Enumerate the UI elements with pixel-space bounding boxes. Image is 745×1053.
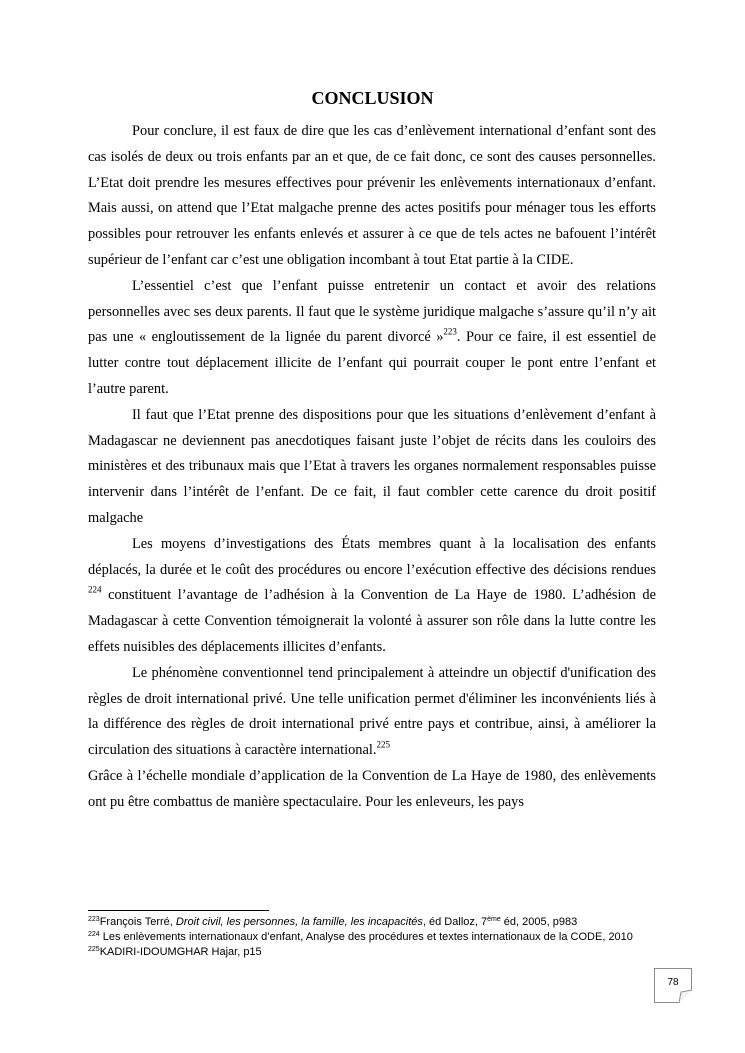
paragraph-3: Il faut que l’Etat prenne des dispositions pour que les situations d’enlèvement d’enfant à Madagascar ne deviennent pas anecdotiques faisant juste l’objet de récits dans les couloirs des ministères et des tribunaux mais que l’Etat à travers les organes normalement responsables puisse intervenir dans l’intérêt de l’enfant. De ce fait, il faut combler cette carence du droit positif malgache	[88, 406, 656, 526]
footnote-ref-223[interactable]: 223	[443, 327, 457, 338]
footnote-number: 224	[88, 930, 100, 938]
footnote-edition-suffix: ème	[487, 915, 501, 923]
footnote-number: 225	[88, 945, 100, 953]
paragraph-5	[88, 661, 656, 764]
paragraph-1: Pour conclure, il est faux de dire que les cas d’enlèvement international d’enfant sont des cas isolés de deux ou trois enfants par an et que, de ce fait donc, ce sont des causes personnelles. L’Etat doit prendre les mesures effectives pour prévenir les enlèvements internationaux d’enfant. Mais aussi, on attend que l’Etat malgache prenne des actes positifs pour ménager tous les efforts possibles pour retrouver les enfants enlevés et assurer à ce que de tels actes ne bafouent l’intérêt supérieur de l’enfant car c’est une obligation incombant à tout Etat partie à la CIDE.	[88, 123, 656, 268]
footnote-separator	[88, 910, 269, 911]
footnote-text: KADIRI-IDOUMGHAR Hajar, p15	[99, 946, 262, 958]
paragraph-2	[88, 274, 656, 403]
footnote-ref-224[interactable]: 224	[88, 585, 102, 596]
footnote-number: 223	[88, 915, 100, 923]
footnote-ref-225[interactable]: 225	[376, 739, 390, 750]
paragraph-4-text-a: Les moyens d’investigations des États membres quant à la localisation des enfants déplacés, la durée et le coût des procédures ou encore l’exécution effective des décisions rendues	[88, 535, 656, 578]
footnote-223	[88, 915, 688, 930]
page-number-box	[654, 968, 692, 1003]
paragraph-2-text-b: . Pour ce faire, il est essentiel de lutter contre tout déplacement illicite de l’enfant qui pourrait couper le pont entre l’enfant et l’autre parent.	[88, 329, 656, 397]
footnotes	[88, 915, 688, 960]
footnote-edition-year: éd, 2005, p983	[500, 916, 578, 928]
footnote-author: François Terré,	[99, 916, 176, 928]
footnote-224	[88, 930, 688, 945]
page-number: 78	[667, 977, 679, 988]
paragraph-4-text-b: constituent l’avantage de l’adhésion à la Convention de La Haye de 1980. L’adhésion de Madagascar à cette Convention témoignerait la volonté à assurer son rôle dans la lutte contre les effets nuisibles des déplacements illicites d’enfants.	[88, 587, 656, 655]
footnote-text: Les enlèvements internationaux d’enfant, Analyse des procédures et textes internationaux de la CODE, 2010	[99, 931, 633, 943]
paragraph-2-text-a: L’essentiel c’est que l’enfant puisse entretenir un contact et avoir des relations personnelles avec ses deux parents. Il faut que le système juridique malgache s’assure qu’il n’y ait pas une « engloutissement de la lignée du parent divorcé »	[88, 277, 656, 346]
page-curl-icon	[679, 990, 692, 1003]
paragraph-5-text: Le phénomène conventionnel tend principalement à atteindre un objectif d'unification des règles de droit international privé. Une telle unification permet d'éliminer les inconvénients liés à la différence des règles de droit international privé entre pays et contribue, ainsi, à améliorer la circulation des situations à caractère international.	[88, 664, 656, 759]
footnote-publisher: , éd Dalloz, 7	[422, 916, 488, 928]
body-text	[88, 119, 656, 816]
page-title: CONCLUSION	[311, 88, 434, 108]
footnote-225	[88, 945, 688, 960]
paragraph-4	[88, 532, 656, 661]
footnote-work-title: Droit civil, les personnes, la famille, les incapacités	[175, 916, 423, 928]
paragraph-6: Grâce à l’échelle mondiale d’application de la Convention de La Haye de 1980, des enlèvements ont pu être combattus de manière spectaculaire. Pour les enleveurs, les pays	[88, 767, 656, 810]
